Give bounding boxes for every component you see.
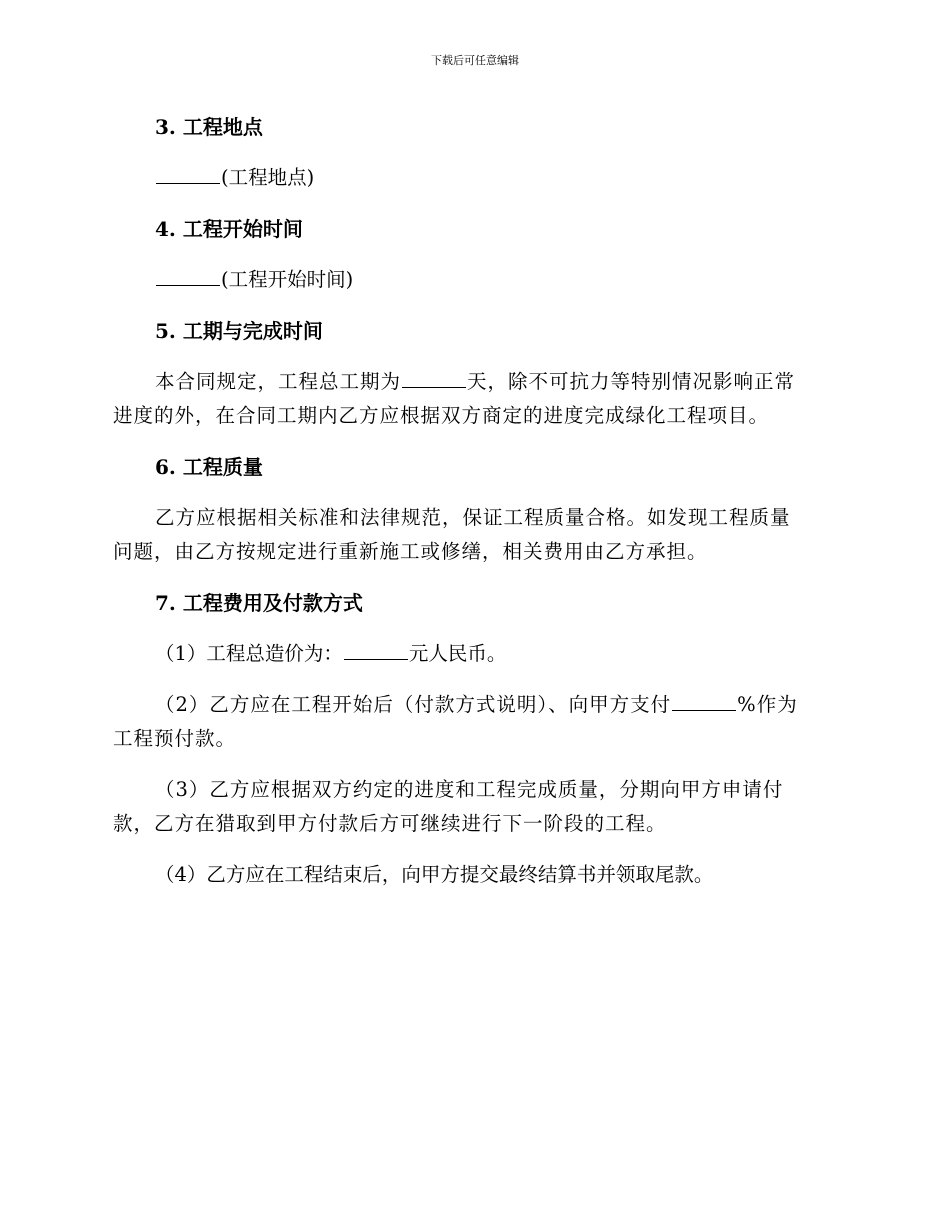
- section-5-line-1: [113, 365, 835, 399]
- fill-blank: [672, 692, 736, 711]
- section-5-text-a: 本合同规定，工程总工期为: [155, 370, 402, 393]
- section-6-line-1: 乙方应根据相关标准和法律规范，保证工程质量合格。如发现工程质量: [155, 506, 791, 529]
- item-2-text-a: （2）乙方应在工程开始后（付款方式说明）、向甲方支付: [155, 693, 672, 716]
- section-7-item-1: [113, 637, 835, 671]
- section-3-title: 3. 工程地点: [155, 115, 263, 139]
- section-6-title: 6. 工程质量: [155, 455, 263, 479]
- section-3-body: [113, 161, 835, 195]
- fill-blank: [344, 641, 408, 660]
- section-6-line-2: 问题，由乙方按规定进行重新施工或修缮，相关费用由乙方承担。: [113, 540, 708, 563]
- document-body: [113, 110, 835, 909]
- section-7-title: 7. 工程费用及付款方式: [155, 591, 363, 615]
- section-5-text-b: 天，除不可抗力等特别情况影响正常: [467, 370, 796, 393]
- item-3-line-1: （3）乙方应根据双方约定的进度和工程完成质量，分期向甲方申请付: [155, 778, 784, 801]
- section-7-item-2: [113, 688, 835, 756]
- fill-blank: [156, 165, 220, 184]
- section-5-title: 5. 工期与完成时间: [155, 319, 323, 343]
- page-header: 下载后可任意编辑: [431, 54, 519, 67]
- section-5-line-2: 进度的外，在合同工期内乙方应根据双方商定的进度完成绿化工程项目。: [113, 404, 770, 427]
- item-3-line-2: 款，乙方在猎取到甲方付款后方可继续进行下一阶段的工程。: [113, 812, 667, 835]
- section-6-body: [113, 501, 835, 569]
- item-2-text-b: %作为: [737, 693, 798, 716]
- section-4-placeholder: (工程开始时间): [221, 268, 354, 291]
- section-7-item-4: （4）乙方应在工程结束后，向甲方提交最终结算书并领取尾款。: [155, 863, 714, 886]
- fill-blank: [402, 369, 466, 388]
- section-7-item-3: [113, 773, 835, 841]
- section-5-body: [113, 365, 835, 433]
- fill-blank: [156, 267, 220, 286]
- section-4-title: 4. 工程开始时间: [155, 217, 303, 241]
- item-1-text-a: （1）工程总造价为：: [155, 642, 343, 665]
- item-2-line-1: [113, 688, 835, 722]
- section-4-body: [113, 263, 835, 297]
- section-3-placeholder: (工程地点): [221, 166, 315, 189]
- item-1-text-b: 元人民币。: [408, 642, 507, 665]
- item-2-line-2: 工程预付款。: [113, 727, 237, 750]
